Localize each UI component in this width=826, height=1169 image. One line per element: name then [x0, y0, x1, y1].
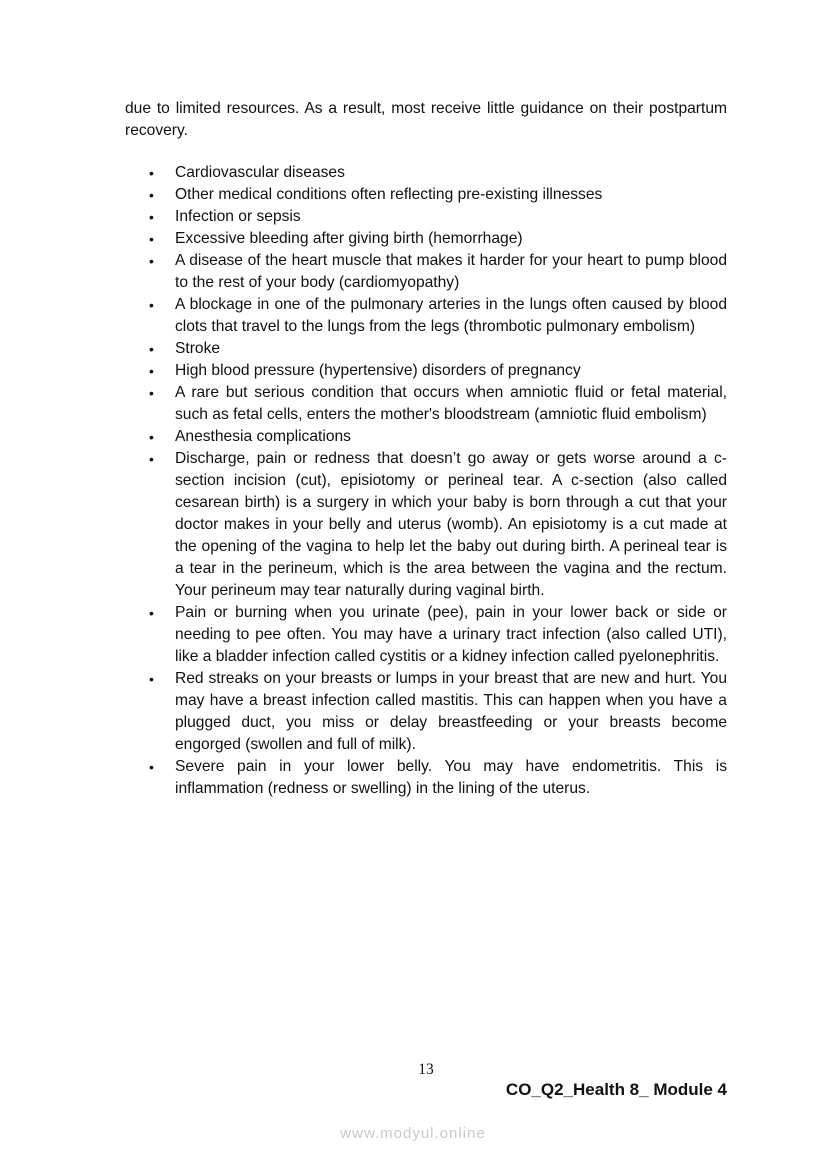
- list-item: [125, 206, 727, 228]
- list-item: [125, 294, 727, 338]
- list-item-text: Infection or sepsis: [175, 208, 301, 225]
- bullet-icon: •: [149, 671, 154, 687]
- bullet-icon: •: [149, 385, 154, 401]
- page-number: 13: [418, 1061, 434, 1078]
- list-item: [125, 184, 727, 206]
- bullet-icon: •: [149, 253, 154, 269]
- list-item: [125, 602, 727, 668]
- module-code: CO_Q2_Health 8_ Module 4: [505, 1080, 727, 1099]
- list-item-text: Severe pain in your lower belly. You may have endometritis. This is inflammation (redness or swelling) in the lining of the uterus.: [175, 758, 727, 797]
- list-item: [125, 360, 727, 382]
- list-item: [125, 162, 727, 184]
- bullet-icon: •: [149, 759, 154, 775]
- bullet-list: [125, 162, 727, 800]
- bullet-icon: •: [149, 187, 154, 203]
- bullet-icon: •: [149, 341, 154, 357]
- list-item-text: A rare but serious condition that occurs when amniotic fluid or fetal material, such as fetal cells, enters the mother's bloodstream (amniotic fluid embolism): [175, 384, 727, 423]
- list-item: [125, 668, 727, 756]
- list-item: [125, 250, 727, 294]
- bullet-icon: •: [149, 605, 154, 621]
- list-item-text: Discharge, pain or redness that doesn’t go away or gets worse around a c-section incision (cut), episiotomy or perineal tear. A c-section (also called cesarean birth) is a surgery in which your baby is born through a cut that your doctor makes in your belly and uterus (womb). An episiotomy is a cut made at the opening of the vagina to help let the baby out during birth. A perineal tear is a tear in the perineum, which is the area between the vagina and the rectum. Your perineum may tear naturally during vaginal birth.: [175, 450, 727, 599]
- list-item: [125, 448, 727, 602]
- list-item-text: A disease of the heart muscle that makes it harder for your heart to pump blood to the rest of your body (cardiomyopathy): [175, 252, 727, 291]
- document-body: [125, 98, 727, 800]
- list-item-text: High blood pressure (hypertensive) disorders of pregnancy: [175, 362, 581, 379]
- list-item: [125, 382, 727, 426]
- list-item: [125, 228, 727, 250]
- list-item-text: Red streaks on your breasts or lumps in your breast that are new and hurt. You may have a breast infection called mastitis. This can happen when you have a plugged duct, you miss or delay breastfeeding or your breasts become engorged (swollen and full of milk).: [175, 670, 727, 753]
- bullet-icon: •: [149, 297, 154, 313]
- bullet-icon: •: [149, 451, 154, 467]
- bullet-icon: •: [149, 231, 154, 247]
- list-item-text: Other medical conditions often reflecting pre-existing illnesses: [175, 186, 603, 203]
- list-item-text: Stroke: [175, 340, 221, 357]
- list-item-text: A blockage in one of the pulmonary arteries in the lungs often caused by blood clots that travel to the lungs from the legs (thrombotic pulmonary embolism): [175, 296, 727, 335]
- list-item: [125, 338, 727, 360]
- list-item-text: Anesthesia complications: [175, 428, 351, 445]
- list-item-text: Excessive bleeding after giving birth (hemorrhage): [175, 230, 523, 247]
- list-item: [125, 426, 727, 448]
- bullet-icon: •: [149, 429, 154, 445]
- list-item-text: Pain or burning when you urinate (pee), pain in your lower back or side or needing to pee often. You may have a urinary tract infection (also called UTI), like a bladder infection called cystitis or a kidney infection called pyelonephritis.: [175, 604, 727, 665]
- watermark: www.modyul.online: [340, 1125, 486, 1142]
- intro-paragraph: due to limited resources. As a result, most receive little guidance on their postpartum recovery.: [125, 100, 727, 139]
- list-item-text: Cardiovascular diseases: [175, 164, 345, 181]
- bullet-icon: •: [149, 209, 154, 225]
- list-item: [125, 756, 727, 800]
- bullet-icon: •: [149, 165, 154, 181]
- bullet-icon: •: [149, 363, 154, 379]
